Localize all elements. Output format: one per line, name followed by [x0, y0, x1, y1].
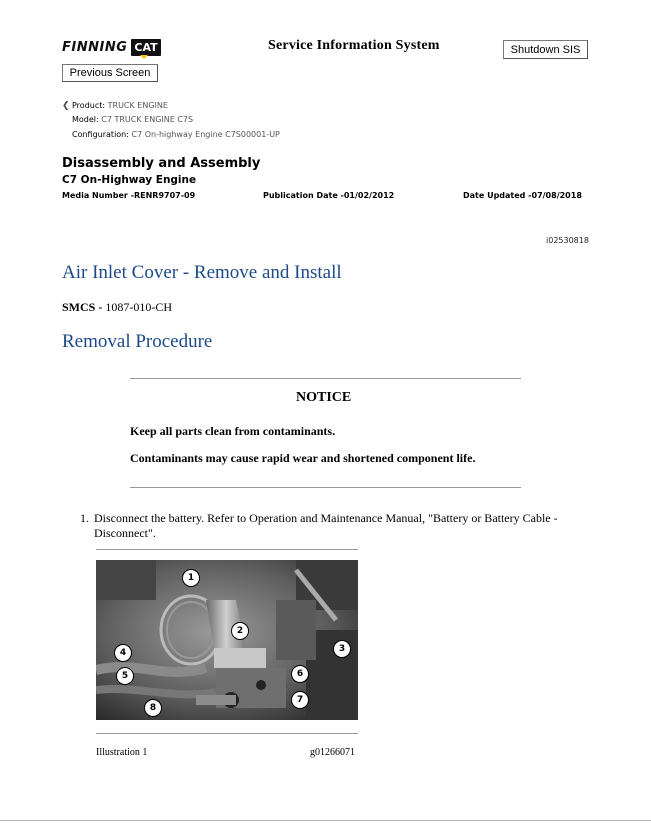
notice-line-2: Contaminants may cause rapid wear and shortened component life.	[130, 451, 476, 465]
page-heading: Air Inlet Cover - Remove and Install	[62, 262, 342, 283]
graphic-id: g01266071	[310, 747, 355, 758]
breadcrumb-product	[72, 101, 168, 110]
model-value: C7 TRUCK ENGINE C7S	[101, 115, 194, 124]
config-label: Configuration:	[72, 130, 129, 139]
smcs-code	[62, 300, 172, 315]
callout-1: 1	[182, 569, 200, 587]
document-subtitle: C7 On-Highway Engine	[62, 174, 197, 186]
system-title: Service Information System	[268, 38, 440, 53]
page-bottom-rule	[0, 820, 651, 821]
illustration-bottom-rule	[96, 733, 358, 734]
previous-screen-button[interactable]: Previous Screen	[62, 64, 158, 82]
model-label: Model:	[72, 115, 99, 124]
illustration-top-rule	[96, 549, 358, 550]
notice-bottom-rule	[130, 487, 521, 488]
callout-7: 7	[291, 691, 309, 709]
callout-3: 3	[333, 640, 351, 658]
cat-badge: CAT	[131, 39, 160, 56]
collapse-arrow-icon[interactable]: ❮	[62, 101, 70, 111]
callout-5: 5	[116, 667, 134, 685]
breadcrumb-model	[72, 115, 193, 124]
publication-date: Publication Date -01/02/2012	[263, 191, 395, 200]
document-id: i02530818	[546, 236, 589, 245]
media-number: Media Number -RENR9707-09	[62, 191, 196, 200]
notice-title: NOTICE	[296, 390, 352, 405]
notice-line-1: Keep all parts clean from contaminants.	[130, 424, 336, 438]
step-text: Disconnect the battery. Refer to Operation and Maintenance Manual, "Battery or Battery Cable - Disconnect".	[94, 511, 558, 540]
section-heading: Removal Procedure	[62, 331, 213, 352]
finning-cat-logo	[62, 36, 161, 58]
shutdown-sis-button[interactable]: Shutdown SIS	[503, 40, 588, 59]
step-number: 1.	[80, 511, 89, 525]
notice-top-rule	[130, 378, 521, 379]
document-title: Disassembly and Assembly	[62, 156, 261, 171]
callout-8: 8	[144, 699, 162, 717]
illustration-caption: Illustration 1	[96, 747, 148, 758]
smcs-value: 1087-010-CH	[105, 300, 173, 314]
callout-2: 2	[231, 622, 249, 640]
breadcrumb-configuration	[72, 130, 280, 139]
engine-illustration	[96, 560, 358, 720]
callout-4: 4	[114, 644, 132, 662]
logo-text: FINNING	[62, 39, 128, 55]
product-value: TRUCK ENGINE	[107, 101, 168, 110]
smcs-label: SMCS -	[62, 300, 103, 314]
callout-6: 6	[291, 665, 309, 683]
product-label: Product:	[72, 101, 106, 110]
config-value: C7 On-highway Engine C7S00001-UP	[131, 130, 280, 139]
date-updated: Date Updated -07/08/2018	[463, 191, 582, 200]
